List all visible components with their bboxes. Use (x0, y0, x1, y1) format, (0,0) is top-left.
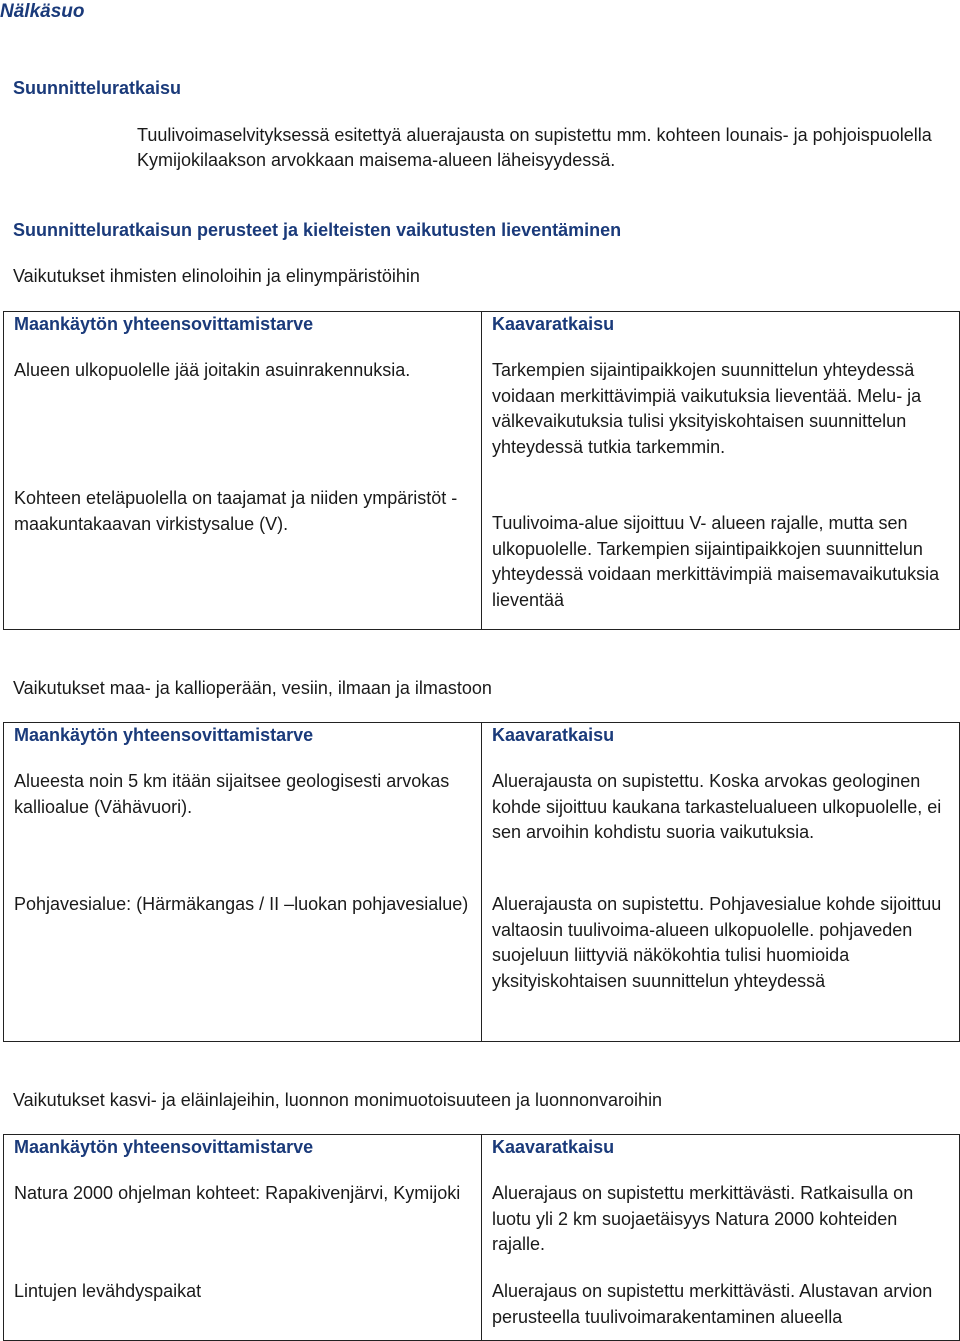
planning-heading: Suunnitteluratkaisu (13, 78, 182, 98)
plan-solution-item: Aluerajaus on supistettu merkittävästi. Ratkaisulla on luotu yli 2 km suojaetäisyys Natura 2000 kohteiden rajalle. (492, 1183, 914, 1254)
column-header-land-use: Maankäytön yhteensovittamistarve (14, 314, 314, 334)
column-land-use (4, 723, 482, 1042)
planning-paragraph: Tuulivoimaselvityksessä esitettyä aluerajausta on supistettu mm. kohteen lounais- ja pohjoispuolella Kymijokilaakson arvokkaan maisema-alueen läheisyydessä. (137, 125, 932, 170)
land-use-item: Pohjavesialue: (Härmäkangas / II –luokan pohjavesialue) (14, 894, 469, 914)
table-row (4, 1135, 960, 1341)
column-land-use (4, 312, 482, 630)
page-title: Nälkäsuo (0, 1, 85, 22)
land-use-item: Kohteen eteläpuolella on taajamat ja niiden ympäristöt -maakuntakaavan virkistysalue (V). (14, 488, 458, 534)
section-title-soil-water-air: Vaikutukset maa- ja kallioperään, vesiin, ilmaan ja ilmastoon (13, 678, 492, 698)
table-row (4, 723, 960, 1042)
column-header-plan-solution: Kaavaratkaisu (492, 314, 615, 334)
land-use-item: Alueen ulkopuolelle jää joitakin asuinrakennuksia. (14, 360, 411, 380)
column-plan-solution (482, 312, 960, 630)
plan-solution-item: Aluerajaus on supistettu merkittävästi. Alustavan arvion perusteella tuulivoimarakentaminen alueella (492, 1281, 933, 1327)
land-use-item: Alueesta noin 5 km itään sijaitsee geologisesti arvokas kallioalue (Vähävuori). (14, 771, 450, 817)
column-plan-solution (482, 1135, 960, 1341)
plan-solution-item: Aluerajausta on supistettu. Pohjavesialue kohde sijoittuu valtaosin tuulivoima-alueen ulkopuolelle. pohjaveden suojeluun liittyviä näkökohtia tulisi huomioida yksityiskohtaisen suunnittelun yhteydessä (492, 894, 942, 991)
section-title-living-conditions: Vaikutukset ihmisten elinoloihin ja elinympäristöihin (13, 266, 420, 286)
column-plan-solution (482, 723, 960, 1042)
plan-solution-item: Tuulivoima-alue sijoittuu V- alueen rajalle, mutta sen ulkopuolelle. Tarkempien sijaintipaikkojen suunnittelun yhteydessä voidaan merkittävimpiä maisemavaikutuksia lieventää (492, 513, 940, 610)
column-header-plan-solution: Kaavaratkaisu (492, 1137, 615, 1157)
plan-solution-item: Tarkempien sijaintipaikkojen suunnittelun yhteydessä voidaan merkittävimpiä vaikutuksia lieventää. Melu- ja välkevaikutuksia tulisi yksityiskohtaisen suunnittelun yhteydessä tutkia tarkemmin. (492, 360, 922, 457)
table-flora-fauna (3, 1134, 960, 1341)
table-soil-water-air (3, 722, 960, 1042)
land-use-item: Natura 2000 ohjelman kohteet: Rapakivenjärvi, Kymijoki (14, 1183, 461, 1203)
land-use-item: Lintujen levähdyspaikat (14, 1281, 202, 1301)
column-land-use (4, 1135, 482, 1341)
section-title-flora-fauna: Vaikutukset kasvi- ja eläinlajeihin, luonnon monimuotoisuuteen ja luonnonvaroihin (13, 1090, 663, 1110)
plan-solution-item: Aluerajausta on supistettu. Koska arvokas geologinen kohde sijoittuu kaukana tarkastelualueen ulkopuolelle, ei sen arvoihin kohdistu suoria vaikutuksia. (492, 771, 942, 842)
column-header-plan-solution: Kaavaratkaisu (492, 725, 615, 745)
table-living-conditions (3, 311, 960, 630)
basis-heading: Suunnitteluratkaisun perusteet ja kielteisten vaikutusten lieventäminen (13, 220, 622, 240)
column-header-land-use: Maankäytön yhteensovittamistarve (14, 725, 314, 745)
table-row (4, 312, 960, 630)
column-header-land-use: Maankäytön yhteensovittamistarve (14, 1137, 314, 1157)
